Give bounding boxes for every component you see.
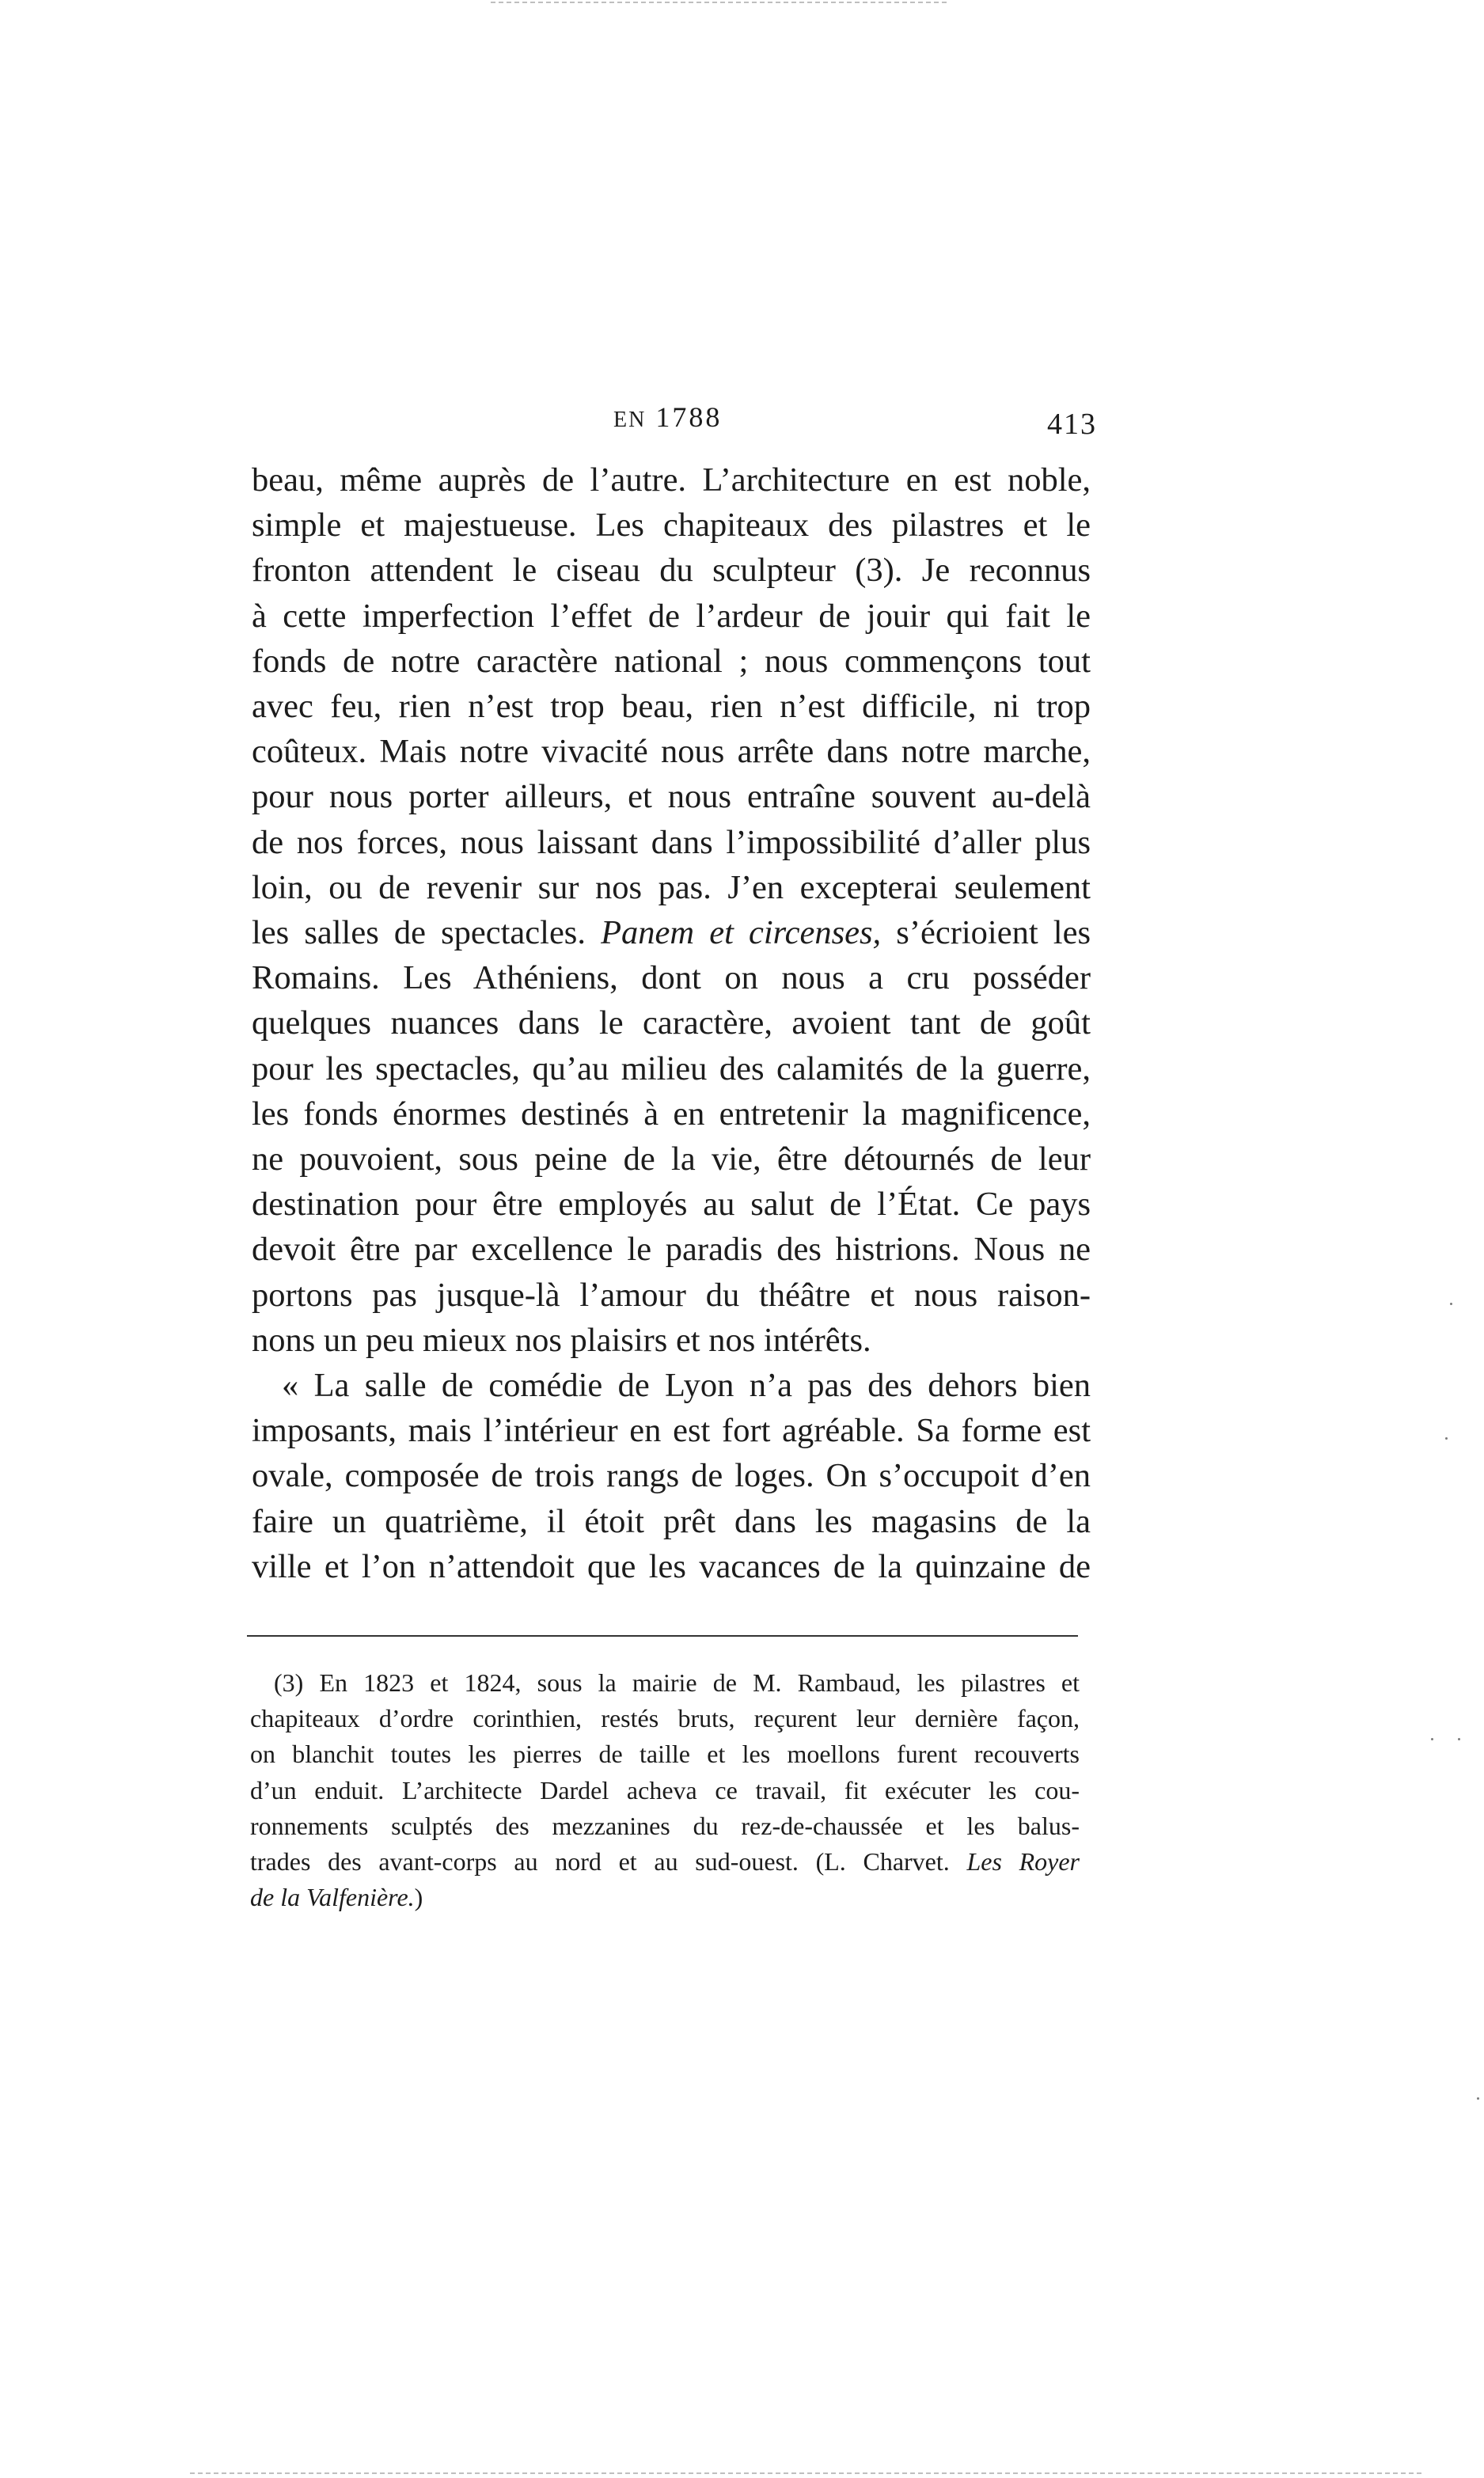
text-line: à cette imperfection l’effet de l’ardeur de jouir qui fait le — [252, 597, 1091, 635]
text-line: simple et majestueuse. Les chapiteaux des pilastres et le — [252, 507, 1091, 545]
scan-edge-top — [491, 2, 950, 3]
footnote-3 — [250, 1665, 1080, 1915]
text-line: fronton attendent le ciseau du sculpteur (3). Je reconnus — [252, 552, 1091, 590]
scan-speck — [1458, 1738, 1460, 1740]
citation-title: Les Royer — [966, 1847, 1080, 1877]
text-line: de nos forces, nous laissant dans l’impossibilité d’aller plus — [252, 823, 1091, 861]
text-line: coûteux. Mais notre vivacité nous arrête dans notre marche, — [252, 733, 1091, 771]
text-line: portons pas jusque-là l’amour du théâtre et nous raison- — [252, 1276, 1091, 1314]
text-line: imposants, mais l’intérieur en est fort agréable. Sa forme est — [252, 1412, 1091, 1450]
text-line: Romains. Les Athéniens, dont on nous a cru posséder — [252, 959, 1091, 997]
text-run: les salles de spectacles. — [252, 914, 602, 952]
text-line: avec feu, rien n’est trop beau, rien n’est difficile, ni trop — [252, 688, 1091, 726]
text-run: ) — [414, 1883, 423, 1912]
text-line: ville et l’on n’attendoit que les vacances de la quinzaine de — [252, 1547, 1091, 1585]
footnote-line — [250, 1844, 1080, 1880]
text-line: pour les spectacles, qu’au milieu des calamités de la guerre, — [252, 1049, 1091, 1087]
scan-speck — [1450, 1303, 1452, 1305]
text-line: « La salle de comédie de Lyon n’a pas des dehors bien — [282, 1367, 1091, 1405]
footnote-line: d’un enduit. L’architecte Dardel acheva ce travail, fit exécuter les cou- — [250, 1775, 1080, 1804]
text-line: loin, ou de revenir sur nos pas. J’en excepterai seulement — [252, 868, 1091, 906]
text-line: ne pouvoient, sous peine de la vie, être détournés de leur — [252, 1140, 1091, 1178]
text-run: trades des avant-corps au nord et au sud-ouest. (L. Charvet. — [250, 1847, 967, 1877]
running-head-title — [613, 400, 722, 434]
page-number: 413 — [1047, 408, 1097, 441]
text-line: les fonds énormes destinés à en entretenir la magnificence, — [252, 1095, 1091, 1133]
latin-quote: Panem et circenses, — [601, 914, 882, 952]
text-line: devoit être par excellence le paradis des histrions. Nous ne — [252, 1231, 1091, 1269]
text-line: pour nous porter ailleurs, et nous entraîne souvent au-delà — [252, 778, 1091, 816]
footnote-rule — [247, 1635, 1078, 1637]
footnote-line — [250, 1880, 1080, 1915]
text-line: quelques nuances dans le caractère, avoient tant de goût — [252, 1004, 1091, 1042]
footnote-line: (3) En 1823 et 1824, sous la mairie de M. Rambaud, les pilastres et — [274, 1668, 1080, 1697]
footnote-line: on blanchit toutes les pierres de taille et les moellons furent recouverts — [250, 1740, 1080, 1769]
text-line — [252, 910, 1091, 955]
text-line: destination pour être employés au salut de l’État. Ce pays — [252, 1186, 1091, 1224]
footnote-line: chapiteaux d’ordre corinthien, restés bruts, reçurent leur dernière façon, — [250, 1704, 1080, 1733]
main-text — [252, 457, 1091, 1589]
scan-edge-bottom — [190, 2472, 1425, 2474]
text-line: beau, même auprès de l’autre. L’architecture en est noble, — [252, 461, 1091, 499]
footnote-line: ronnements sculptés des mezzanines du rez-de-chaussée et les balus- — [250, 1811, 1080, 1840]
text-line: fonds de notre caractère national ; nous commençons tout — [252, 642, 1091, 680]
text-run: s’écrioient les — [881, 914, 1091, 952]
scan-speck — [1431, 1738, 1433, 1740]
running-head-prefix: EN — [613, 408, 647, 432]
scan-speck — [1477, 2097, 1479, 2100]
citation-title: de la Valfenière. — [250, 1883, 415, 1912]
running-head-year: 1788 — [655, 401, 723, 433]
running-head — [253, 396, 1108, 443]
text-line: ovale, composée de trois rangs de loges. On s’occupoit d’en — [252, 1457, 1091, 1495]
text-line: nons un peu mieux nos plaisirs et nos intérêts. — [252, 1321, 871, 1359]
text-line: faire un quatrième, il étoit prêt dans les magasins de la — [252, 1502, 1091, 1540]
scan-speck — [1445, 1437, 1448, 1440]
